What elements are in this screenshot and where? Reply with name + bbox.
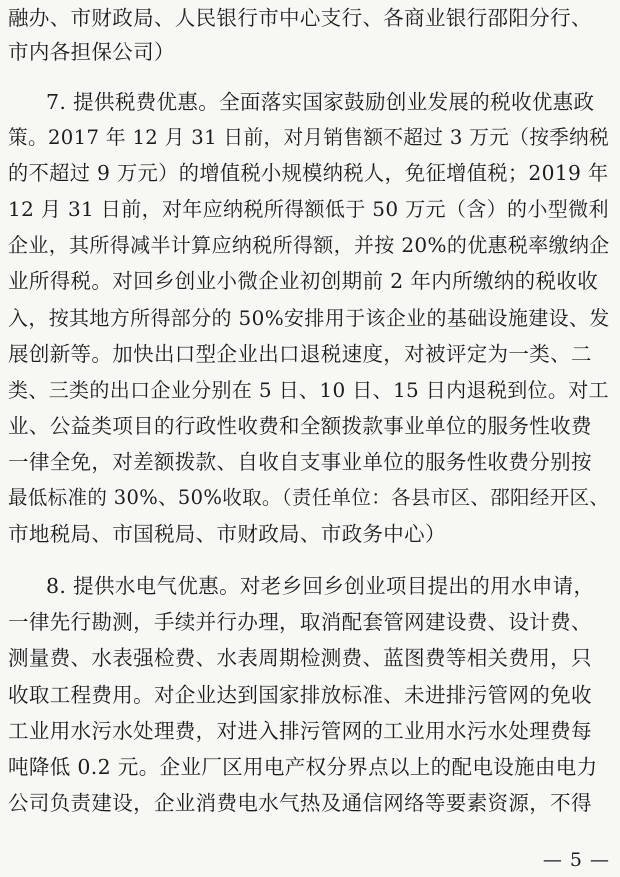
page-number: — 5 — (542, 849, 610, 871)
text-line-18: 测量费、水表强检费、水表周期检测费、蓝图费等相关费用，只 (8, 646, 592, 670)
text-line-8: 业所得税。对回乡创业小微企业初创期前 2 年内所缴纳的税收收 (8, 269, 599, 293)
text-line-11: 类、三类的出口企业分别在 5 日、10 日、15 日内退税到位。对工 (8, 378, 609, 402)
text-line-3: 7. 提供税费优惠。全面落实国家鼓励创业发展的税收优惠政 (46, 90, 595, 114)
text-line-1: 融办、市财政局、人民银行市中心支行、各商业银行邵阳分行、 (8, 6, 592, 30)
text-line-13: 一律全免，对差额拨款、自收自支事业单位的服务性收费分别按 (8, 450, 592, 474)
text-line-19: 收取工程费用。对企业达到国家排放标准、未进排污管网的免收 (8, 683, 592, 707)
text-line-21: 吨降低 0.2 元。企业厂区用电产权分界点以上的配电设施由电力 (8, 755, 598, 779)
text-line-22: 公司负责建设，企业消费电水气热及通信网络等要素资源，不得 (8, 791, 592, 815)
text-line-10: 展创新等。加快出口型企业出口退税速度，对被评定为一类、二 (8, 342, 592, 366)
text-line-6: 12 月 31 日前，对年应纳税所得额低于 50 万元（含）的小型微利 (8, 197, 609, 221)
text-line-2: 市内各担保公司） (8, 40, 175, 64)
text-line-15: 市地税局、市国税局、市财政局、市政务中心） (8, 522, 446, 546)
text-line-17: 一律先行勘测，手续并行办理，取消配套管网建设费、设计费、 (8, 610, 592, 634)
text-line-7: 企业，其所得减半计算应纳税所得额，并按 20%的优惠税率缴纳企 (8, 233, 610, 257)
text-line-14: 最低标准的 30%、50%收取。（责任单位：各县市区、邵阳经开区、 (8, 486, 610, 509)
text-line-9: 入，按其地方所得部分的 50%安排用于该企业的基础设施建设、发 (8, 306, 610, 330)
text-line-12: 业、公益类项目的行政性收费和全额拨款事业单位的服务性收费 (8, 414, 592, 438)
text-line-5: 的不超过 9 万元）的增值税小规模纳税人，免征增值税；2019 年 (8, 161, 609, 185)
text-line-20: 工业用水污水处理费，对进入排污管网的工业用水污水处理费每 (8, 719, 592, 743)
text-line-16: 8. 提供水电气优惠。对老乡回乡创业项目提出的用水申请， (46, 574, 595, 598)
text-line-4: 策。2017 年 12 月 31 日前，对月销售额不超过 3 万元（按季纳税 (8, 126, 610, 149)
document-page (8, 0, 612, 877)
